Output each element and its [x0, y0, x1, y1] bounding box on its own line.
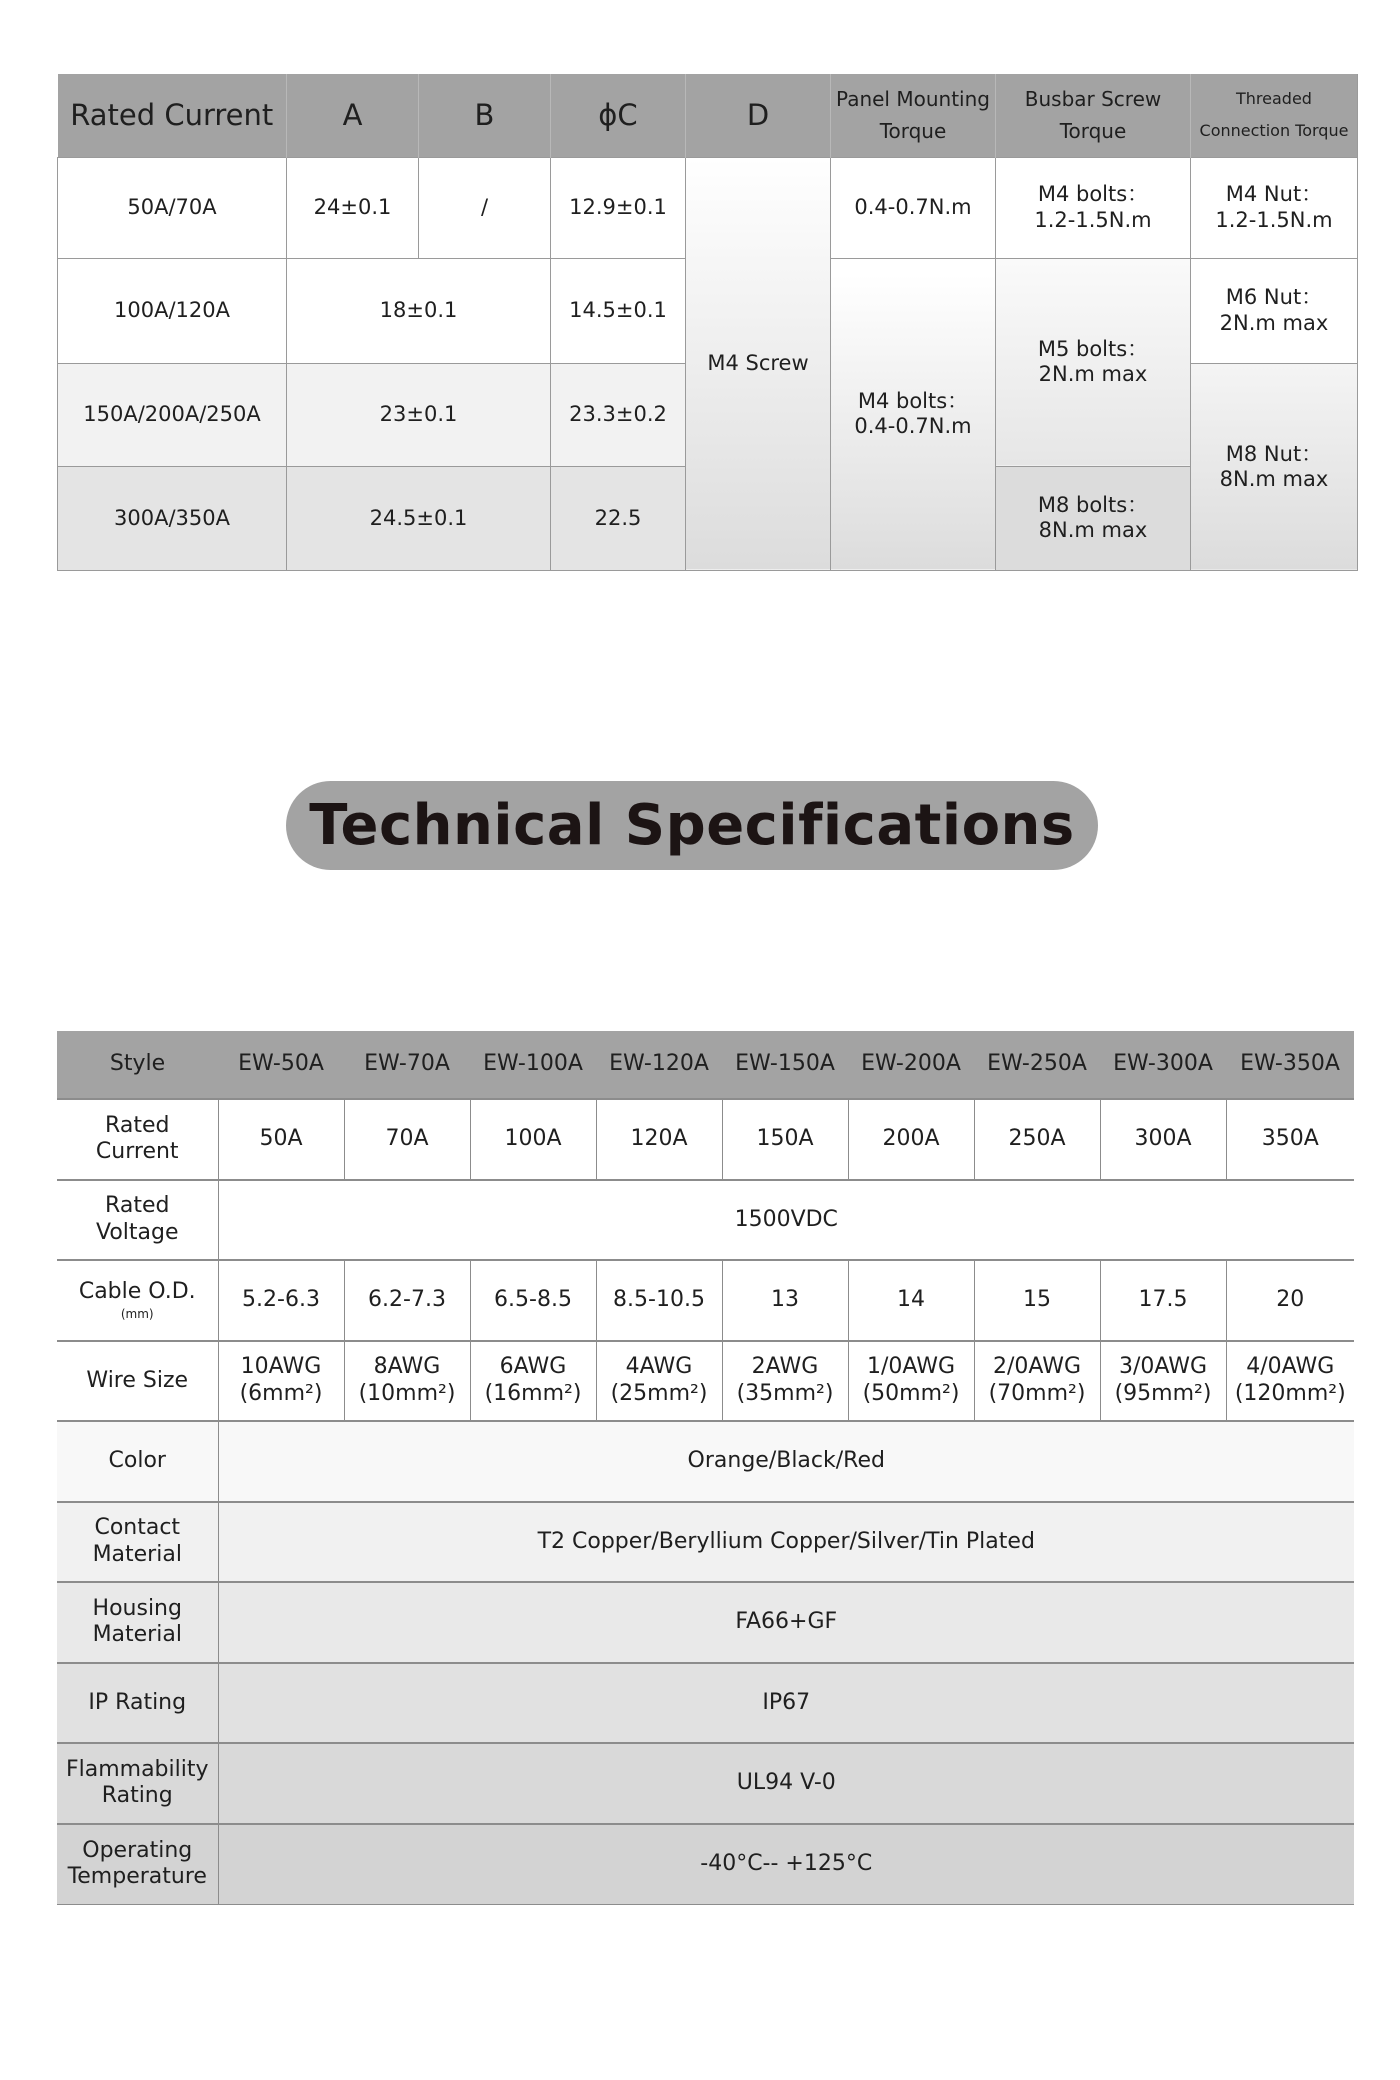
cell-busbar-torque: M4 bolts： 1.2-1.5N.m: [996, 157, 1191, 258]
header-panel-torque: Panel Mounting Torque: [831, 74, 996, 157]
cell-value: 10AWG (6mm²): [218, 1341, 344, 1422]
cell-d: M4 Screw: [686, 157, 831, 571]
specifications-table: [57, 1031, 1354, 1905]
header-style-model: EW-120A: [596, 1031, 722, 1099]
cell-a: 24±0.1: [287, 157, 419, 258]
row-label: Contact Material: [57, 1502, 218, 1583]
header-busbar-torque: Busbar Screw Torque: [996, 74, 1191, 157]
cell-value: 350A: [1226, 1099, 1354, 1180]
cell-busbar-torque: M8 bolts： 8N.m max: [996, 466, 1191, 570]
row-label: Rated Current: [57, 1099, 218, 1180]
row-label: Operating Temperature: [57, 1824, 218, 1905]
row-label: Housing Material: [57, 1582, 218, 1663]
cell-threaded-torque: M6 Nut： 2N.m max: [1191, 258, 1358, 363]
header-d: D: [686, 74, 831, 157]
cell-panel-torque: M4 bolts： 0.4-0.7N.m: [831, 258, 996, 570]
cell-value: 120A: [596, 1099, 722, 1180]
cell-value: 300A: [1100, 1099, 1226, 1180]
style-header-row: [57, 1031, 1354, 1099]
cell-ab: 18±0.1: [287, 258, 551, 363]
cell-value: 50A: [218, 1099, 344, 1180]
row-flammability: [57, 1743, 1354, 1824]
header-style-model: EW-200A: [848, 1031, 974, 1099]
cell-value: 200A: [848, 1099, 974, 1180]
cell-c: 14.5±0.1: [551, 258, 686, 363]
cell-value: 8.5-10.5: [596, 1260, 722, 1341]
row-label: Rated Voltage: [57, 1180, 218, 1261]
cell-value: 70A: [344, 1099, 470, 1180]
row-color: [57, 1421, 1354, 1502]
cell-rated: 300A/350A: [58, 466, 287, 570]
row-operating-temperature: [57, 1824, 1354, 1905]
header-style-model: EW-300A: [1100, 1031, 1226, 1099]
cell-value: 6.2-7.3: [344, 1260, 470, 1341]
cell-value: 4/0AWG (120mm²): [1226, 1341, 1354, 1422]
header-style-model: EW-250A: [974, 1031, 1100, 1099]
cell-value: Orange/Black/Red: [218, 1421, 1354, 1502]
row-ip-rating: [57, 1663, 1354, 1744]
cell-rated: 150A/200A/250A: [58, 363, 287, 466]
cell-value: 5.2-6.3: [218, 1260, 344, 1341]
header-style-model: EW-50A: [218, 1031, 344, 1099]
row-cable-od: [57, 1260, 1354, 1341]
cell-value: 17.5: [1100, 1260, 1226, 1341]
cell-value: 100A: [470, 1099, 596, 1180]
header-rated-current: Rated Current: [58, 74, 287, 157]
row-rated-current: [57, 1099, 1354, 1180]
cell-value: 1500VDC: [218, 1180, 1354, 1261]
row-contact-material: [57, 1502, 1354, 1583]
cell-threaded-torque: M8 Nut： 8N.m max: [1191, 363, 1358, 570]
header-style-model: EW-100A: [470, 1031, 596, 1099]
cell-value: 6AWG (16mm²): [470, 1341, 596, 1422]
row-label: [57, 1260, 218, 1341]
row-label: Flammability Rating: [57, 1743, 218, 1824]
cell-c: 23.3±0.2: [551, 363, 686, 466]
section-title: Technical Specifications: [309, 793, 1075, 858]
row-label: Color: [57, 1421, 218, 1502]
row-label-unit: (mm): [120, 1307, 154, 1322]
cell-value: 20: [1226, 1260, 1354, 1341]
row-wire-size: [57, 1341, 1354, 1422]
cell-ab: 24.5±0.1: [287, 466, 551, 570]
cell-c: 22.5: [551, 466, 686, 570]
row-housing-material: [57, 1582, 1354, 1663]
cell-value: FA66+GF: [218, 1582, 1354, 1663]
row-label-text: Cable O.D.: [78, 1278, 196, 1304]
header-style-model: EW-150A: [722, 1031, 848, 1099]
cell-value: 8AWG (10mm²): [344, 1341, 470, 1422]
dimension-table: [57, 74, 1358, 571]
cell-value: 15: [974, 1260, 1100, 1341]
dimension-header-row: [58, 74, 1358, 157]
header-style-model: EW-350A: [1226, 1031, 1354, 1099]
cell-value: 13: [722, 1260, 848, 1341]
cell-value: T2 Copper/Beryllium Copper/Silver/Tin Plated: [218, 1502, 1354, 1583]
cell-rated: 50A/70A: [58, 157, 287, 258]
cell-value: IP67: [218, 1663, 1354, 1744]
cell-value: 2/0AWG (70mm²): [974, 1341, 1100, 1422]
cell-threaded-torque: M4 Nut： 1.2-1.5N.m: [1191, 157, 1358, 258]
cell-c: 12.9±0.1: [551, 157, 686, 258]
cell-value: 150A: [722, 1099, 848, 1180]
row-rated-voltage: [57, 1180, 1354, 1261]
cell-value: 6.5-8.5: [470, 1260, 596, 1341]
cell-value: 14: [848, 1260, 974, 1341]
header-threaded-torque: Threaded Connection Torque: [1191, 74, 1358, 157]
cell-value: UL94 V-0: [218, 1743, 1354, 1824]
cell-value: -40°C-- +125°C: [218, 1824, 1354, 1905]
header-style: Style: [57, 1031, 218, 1099]
cell-value: 3/0AWG (95mm²): [1100, 1341, 1226, 1422]
header-b: B: [419, 74, 551, 157]
cell-value: 2AWG (35mm²): [722, 1341, 848, 1422]
row-label: IP Rating: [57, 1663, 218, 1744]
cell-value: 4AWG (25mm²): [596, 1341, 722, 1422]
cell-panel-torque: 0.4-0.7N.m: [831, 157, 996, 258]
header-a: A: [287, 74, 419, 157]
cell-ab: 23±0.1: [287, 363, 551, 466]
table-row: [58, 157, 1358, 258]
cell-busbar-torque: M5 bolts： 2N.m max: [996, 258, 1191, 466]
cell-rated: 100A/120A: [58, 258, 287, 363]
cell-b: /: [419, 157, 551, 258]
cell-value: 250A: [974, 1099, 1100, 1180]
cell-value: 1/0AWG (50mm²): [848, 1341, 974, 1422]
row-label: Wire Size: [57, 1341, 218, 1422]
header-style-model: EW-70A: [344, 1031, 470, 1099]
section-title-pill: [286, 781, 1098, 870]
header-c: ϕC: [551, 74, 686, 157]
